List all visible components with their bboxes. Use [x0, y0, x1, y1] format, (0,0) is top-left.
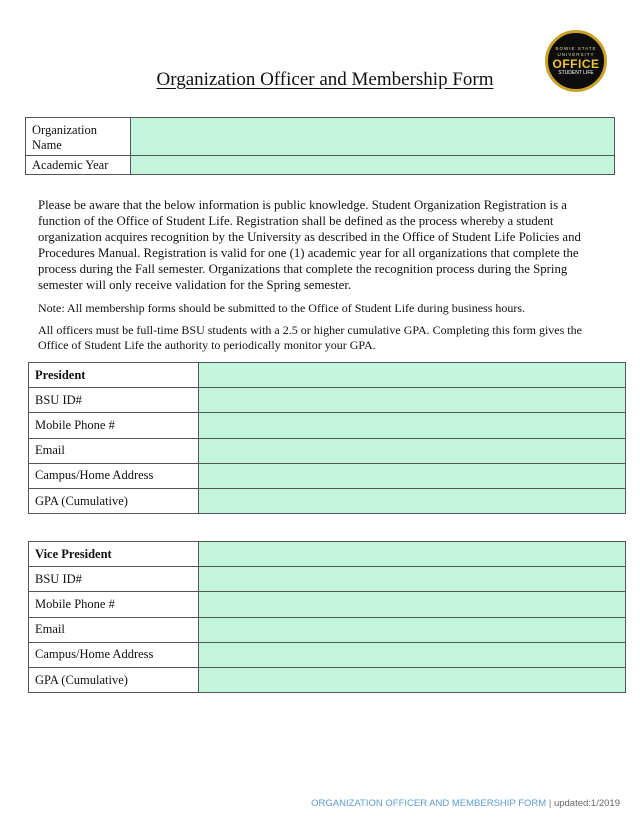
vice-president-email-field[interactable]	[199, 617, 626, 642]
vice-president-mobile-label: Mobile Phone #	[29, 592, 199, 617]
vice-president-bsu-id-label: BSU ID#	[29, 567, 199, 592]
logo-line-4: STUDENT LIFE	[558, 69, 594, 76]
president-address-field[interactable]	[199, 463, 626, 488]
president-heading: President	[29, 363, 199, 388]
vice-president-email-label: Email	[29, 617, 199, 642]
president-name-field[interactable]	[199, 363, 626, 388]
vice-president-table	[28, 541, 626, 693]
officer-requirements-paragraph: All officers must be full-time BSU students with a 2.5 or higher cumulative GPA. Completing this form gives the Office of Student Life the authority to periodically monitor your GPA.	[38, 323, 582, 352]
vice-president-gpa-field[interactable]	[199, 667, 626, 692]
vice-president-name-field[interactable]	[199, 542, 626, 567]
president-table	[28, 362, 626, 514]
president-gpa-field[interactable]	[199, 488, 626, 513]
public-knowledge-paragraph: Please be aware that the below information is public knowledge. Student Organization Registration is a function of the Office of Student Life. Registration shall be defined as the process whereby a student organization acquires recognition by the University as described in the Office of Student Life Policies and Procedures Manual. Registration is valid for one (1) academic year for all organizations that complete the process during the Fall semester. Organizations that complete the recognition process during the Spring semester will only receive validation for the Spring semester.	[38, 198, 581, 292]
academic-year-field[interactable]	[131, 156, 615, 175]
organization-name-label: Organization Name	[26, 118, 131, 156]
organization-name-field[interactable]	[131, 118, 615, 156]
organization-info-table	[25, 117, 615, 175]
footer-separator: |	[548, 798, 552, 809]
president-email-label: Email	[29, 438, 199, 463]
president-gpa-label: GPA (Cumulative)	[29, 488, 199, 513]
vice-president-mobile-field[interactable]	[199, 592, 626, 617]
footer-form-label: ORGANIZATION OFFICER AND MEMBERSHIP FORM	[311, 798, 547, 809]
president-address-label: Campus/Home Address	[29, 463, 199, 488]
page-footer	[311, 798, 620, 809]
logo-line-2: UNIVERSITY	[557, 51, 595, 57]
page-title: Organization Officer and Membership Form	[156, 69, 494, 90]
vice-president-bsu-id-field[interactable]	[199, 567, 626, 592]
logo-line-3: OFFICE	[552, 56, 600, 71]
academic-year-label: Academic Year	[26, 156, 131, 175]
president-mobile-label: Mobile Phone #	[29, 413, 199, 438]
logo-line-1: BOWIE STATE	[555, 45, 597, 51]
footer-updated: updated:1/2019	[553, 798, 620, 809]
submission-note: Note: All membership forms should be submitted to the Office of Student Life during business hours.	[38, 301, 526, 315]
vice-president-address-field[interactable]	[199, 642, 626, 667]
president-mobile-field[interactable]	[199, 413, 626, 438]
vice-president-address-label: Campus/Home Address	[29, 642, 199, 667]
president-bsu-id-field[interactable]	[199, 388, 626, 413]
vice-president-heading: Vice President	[29, 542, 199, 567]
president-bsu-id-label: BSU ID#	[29, 388, 199, 413]
president-email-field[interactable]	[199, 438, 626, 463]
vice-president-gpa-label: GPA (Cumulative)	[29, 667, 199, 692]
